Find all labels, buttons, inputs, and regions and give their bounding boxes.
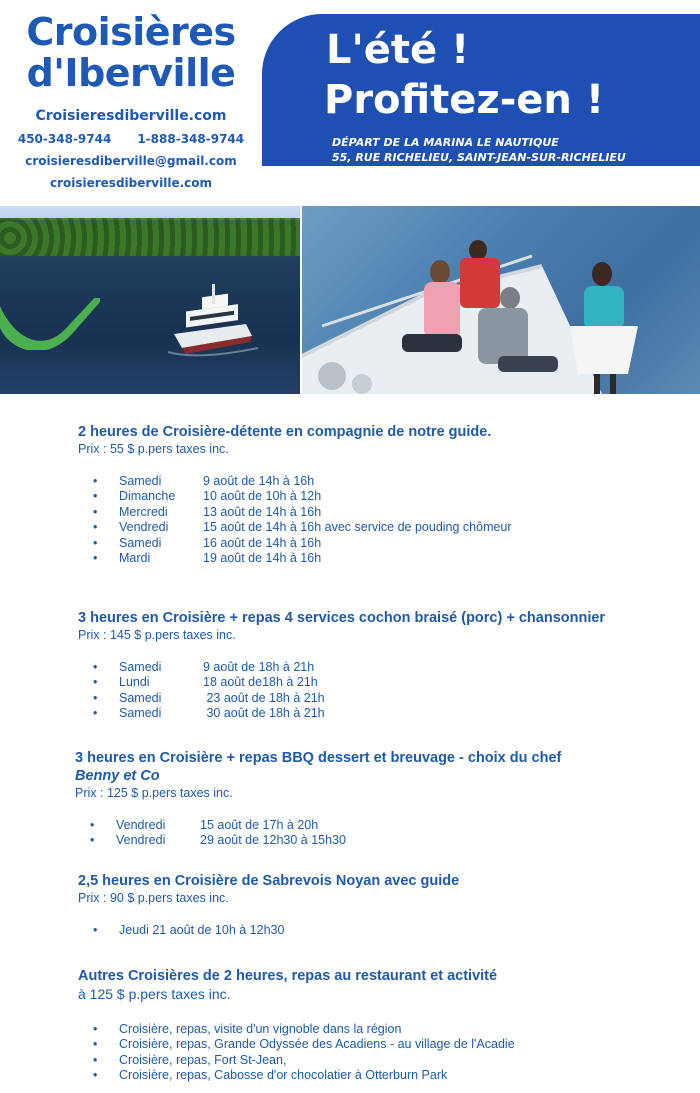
list-item (78, 706, 668, 721)
brand-email[interactable]: croisieresdiberville@gmail.com (25, 154, 237, 168)
section-price: Prix : 90 $ p.pers taxes inc. (78, 891, 229, 905)
section-price: à 125 $ p.pers taxes inc. (78, 986, 231, 1002)
river-boat-photo (0, 206, 300, 394)
date-day: Jeudi 21 août de 10h à 12h30 (119, 923, 285, 937)
tree-line (0, 218, 300, 256)
cruise-section-bbq (75, 749, 665, 849)
list-item (78, 675, 668, 690)
section-price: Prix : 125 $ p.pers taxes inc. (75, 786, 233, 800)
date-list (78, 923, 668, 938)
banner-departure: DÉPART DE LA MARINA LE NAUTIQUE (332, 136, 559, 149)
cruise-boat-icon (168, 278, 258, 358)
list-item: • Croisière, repas, Fort St-Jean, (78, 1053, 668, 1068)
cruise-section-autres (78, 967, 668, 1084)
date-detail: 13 août de 14h à 16h (203, 504, 322, 519)
list-item (75, 818, 665, 833)
date-day: Vendredi (116, 818, 166, 832)
list-item (78, 489, 668, 504)
section-title: 2,5 heures en Croisière de Sabrevois Noyan avec guide (78, 873, 460, 889)
section-title: Autres Croisières de 2 heures, repas au restaurant et activité (78, 968, 498, 984)
list-item: • Croisière, repas, visite d'un vignoble dans la région (78, 1022, 668, 1037)
date-detail: 15 août de 17h à 20h (200, 818, 319, 832)
activity-list (78, 1022, 668, 1084)
brand-name-line2: d'Iberville (26, 51, 236, 95)
date-day: Samedi (119, 535, 162, 550)
brand-website-bold[interactable]: Croisieresdiberville.com (35, 108, 227, 124)
list-item (78, 551, 668, 566)
banner-headline-2: Profitez-en ! (324, 77, 605, 123)
list-item (78, 660, 668, 675)
logo-swoosh-icon (0, 298, 100, 350)
date-list (75, 818, 665, 849)
photo-strip (0, 206, 700, 394)
header (0, 0, 700, 206)
cruise-section-cochon-braise (78, 609, 668, 722)
date-detail: 15 août de 14h à 16h avec service de pouding chômeur (203, 520, 512, 535)
date-detail: 9 août de 18h à 21h (203, 660, 315, 674)
section-price: Prix : 55 $ p.pers taxes inc. (78, 442, 229, 456)
date-detail: 9 août de 14h à 16h (203, 474, 315, 488)
date-detail: 23 août de 18h à 21h (203, 690, 325, 705)
date-list (78, 660, 668, 722)
list-item (78, 505, 668, 520)
date-day: Samedi (119, 690, 162, 705)
date-day: Vendredi (119, 520, 169, 535)
brand-website[interactable]: croisieresdiberville.com (49, 176, 213, 190)
list-item (78, 536, 668, 551)
cruise-section-detente (78, 423, 668, 566)
date-day: Lundi (119, 675, 150, 690)
banner-address: 55, RUE RICHELIEU, SAINT-JEAN-SUR-RICHELIEU (332, 151, 626, 164)
date-day: Samedi (119, 474, 162, 488)
section-price: Prix : 145 $ p.pers taxes inc. (78, 628, 236, 642)
date-detail: 18 août de18h à 21h (203, 675, 318, 690)
list-item: • Croisière, repas, Cabosse d'or chocolatier à Otterburn Park (78, 1068, 668, 1083)
date-detail: 30 août de 18h à 21h (203, 706, 325, 721)
list-item (78, 474, 668, 489)
list-item (78, 691, 668, 706)
section-title: 2 heures de Croisière-détente en compagnie de notre guide. (78, 424, 492, 440)
banner-headline-1: L'été ! (326, 27, 470, 73)
passengers-bow-photo (302, 206, 700, 394)
cruise-section-sabrevois (78, 872, 668, 938)
date-day: Samedi (119, 660, 162, 674)
date-day: Mardi (119, 551, 151, 566)
date-detail: 10 août de 10h à 12h (203, 489, 322, 504)
passengers-illustration (302, 206, 700, 394)
section-title: 3 heures en Croisière + repas BBQ dessert et breuvage - choix du chef (75, 750, 562, 766)
date-detail: 29 août de 12h30 à 15h30 (200, 833, 346, 848)
list-item (78, 520, 668, 535)
section-title-chef: Benny et Co (75, 768, 160, 784)
list-item (75, 833, 665, 848)
date-detail: 19 août de 14h à 16h (203, 551, 322, 566)
phone-1[interactable]: 450-348-9744 (17, 132, 112, 146)
brand-block (0, 12, 262, 190)
brand-phones (0, 132, 262, 146)
cruise-listings (0, 394, 700, 1093)
section-title: 3 heures en Croisière + repas 4 services cochon braisé (porc) + chansonnier (78, 610, 606, 626)
phone-2[interactable]: 1-888-348-9744 (137, 132, 245, 146)
brand-name-line1: Croisières (26, 10, 236, 54)
date-detail: 16 août de 14h à 16h (203, 535, 322, 550)
summer-banner (262, 14, 700, 166)
list-item: • Croisière, repas, Grande Odyssée des Acadiens - au village de l'Acadie (78, 1037, 668, 1052)
date-day: Vendredi (116, 833, 166, 848)
date-day: Mercredi (119, 504, 168, 519)
date-day: Dimanche (119, 489, 176, 504)
date-day: Samedi (119, 706, 162, 721)
date-list (78, 474, 668, 566)
list-item (78, 923, 668, 938)
